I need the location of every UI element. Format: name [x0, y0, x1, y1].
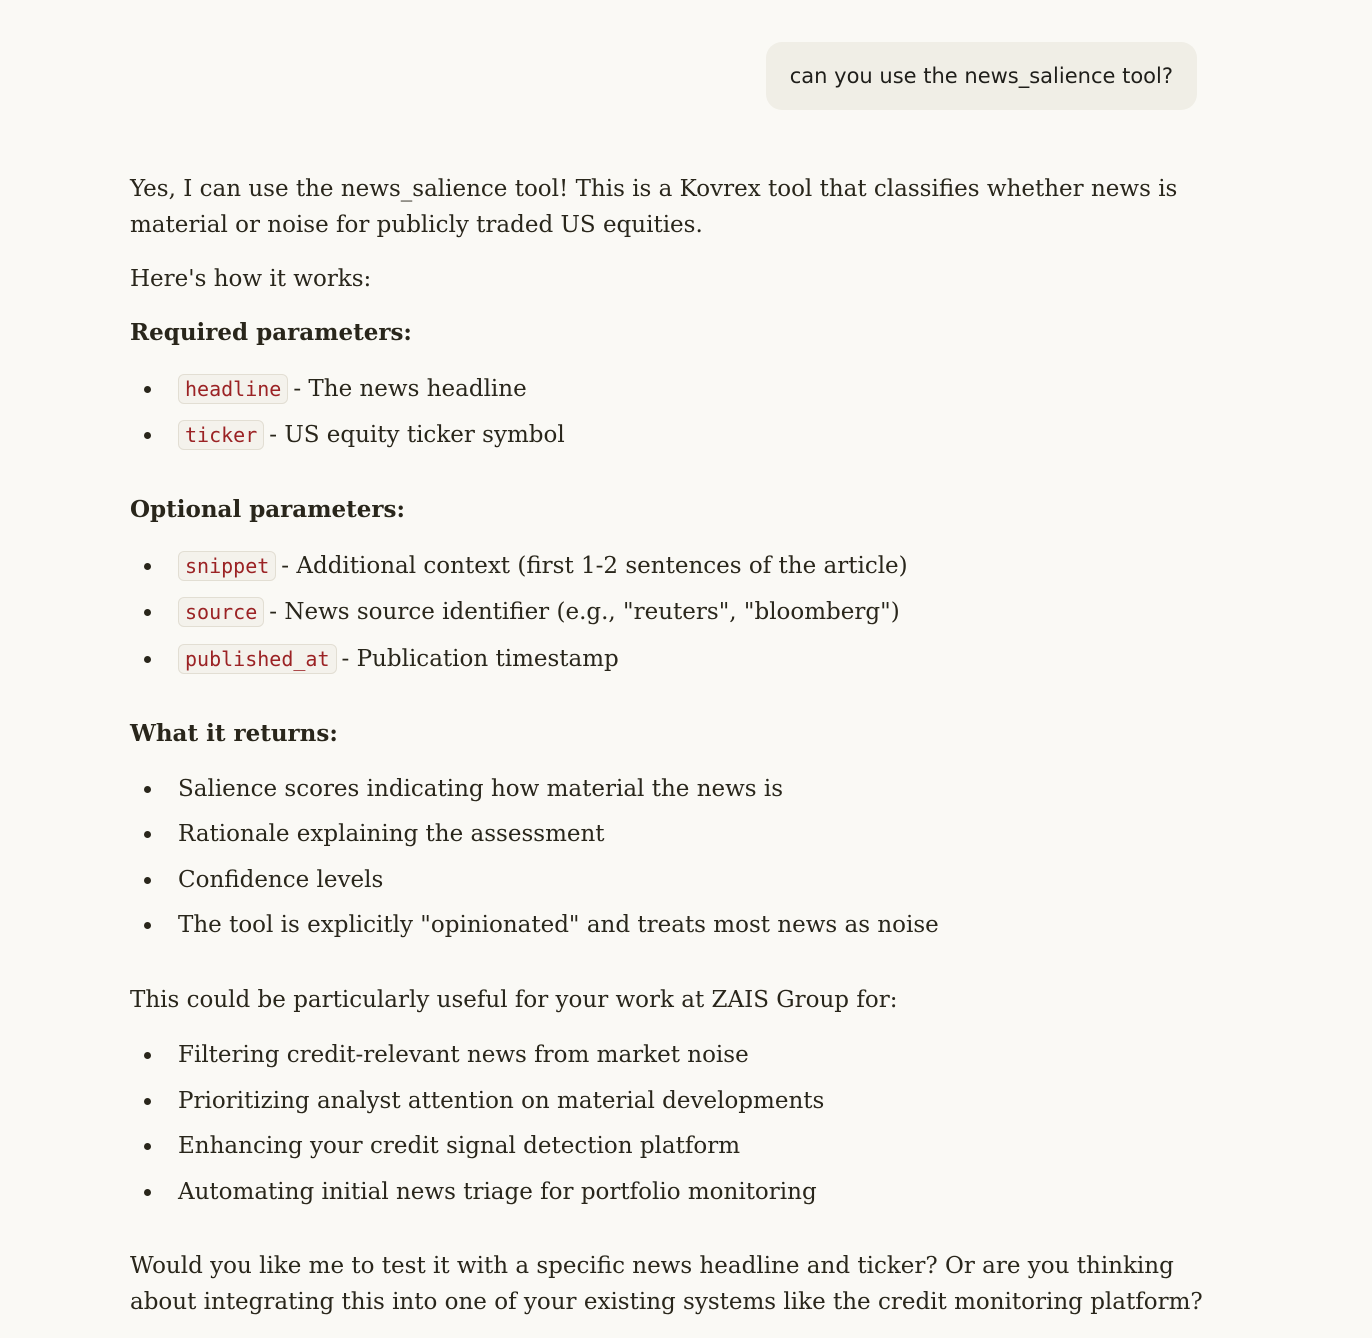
- optional-parameters-heading: Optional parameters:: [130, 496, 405, 523]
- user-message-bubble: [766, 42, 1197, 110]
- bullet-icon: [144, 922, 151, 929]
- bullet-icon: [144, 1189, 151, 1196]
- inline-code-headline: headline: [178, 374, 288, 404]
- intro-line-1: Yes, I can use the news_salience tool! This is a Kovrex tool that classifies whether news is: [130, 176, 1178, 202]
- required-parameters-heading: Required parameters:: [130, 319, 412, 346]
- list-item-text: Filtering credit-relevant news from market noise: [178, 1042, 749, 1068]
- how-it-works-text: Here's how it works:: [130, 266, 372, 292]
- bullet-icon: [144, 786, 151, 793]
- closing-paragraph: [130, 1248, 1203, 1320]
- intro-line-2: material or noise for publicly traded US equities.: [130, 212, 703, 238]
- param-description: - US equity ticker symbol: [269, 422, 565, 448]
- what-it-returns-heading: What it returns:: [130, 720, 338, 747]
- bullet-icon: [144, 1143, 151, 1150]
- bullet-icon: [144, 877, 151, 884]
- param-description: - The news headline: [293, 376, 527, 402]
- list-item-text: Automating initial news triage for portfolio monitoring: [178, 1179, 817, 1205]
- bullet-icon: [144, 1052, 151, 1059]
- inline-code-snippet: snippet: [178, 551, 276, 581]
- bullet-icon: [144, 1098, 151, 1105]
- list-item-text: The tool is explicitly "opinionated" and treats most news as noise: [178, 912, 939, 938]
- intro-paragraph: [130, 171, 1177, 243]
- list-item-text: Rationale explaining the assessment: [178, 821, 605, 847]
- list-item-text: Enhancing your credit signal detection platform: [178, 1133, 741, 1159]
- bullet-icon: [144, 563, 151, 570]
- bullet-icon: [144, 609, 151, 616]
- param-description: - Additional context (first 1-2 sentences of the article): [281, 553, 908, 579]
- bullet-icon: [144, 386, 151, 393]
- inline-code-published-at: published_at: [178, 644, 337, 674]
- list-item-text: Prioritizing analyst attention on material developments: [178, 1088, 825, 1114]
- user-message-text: can you use the news_salience tool?: [789, 64, 1173, 88]
- bullet-icon: [144, 432, 151, 439]
- bullet-icon: [144, 831, 151, 838]
- param-description: - News source identifier (e.g., "reuters", "bloomberg"): [269, 599, 900, 625]
- list-item-text: Confidence levels: [178, 867, 384, 893]
- useful-intro-text: This could be particularly useful for your work at ZAIS Group for:: [130, 987, 898, 1013]
- closing-line-2: about integrating this into one of your existing systems like the credit monitoring platform?: [130, 1289, 1203, 1315]
- inline-code-source: source: [178, 597, 264, 627]
- closing-line-1: Would you like me to test it with a specific news headline and ticker? Or are you thinking: [130, 1253, 1174, 1279]
- list-item-text: Salience scores indicating how material the news is: [178, 776, 784, 802]
- inline-code-ticker: ticker: [178, 420, 264, 450]
- bullet-icon: [144, 656, 151, 663]
- param-description: - Publication timestamp: [341, 646, 619, 672]
